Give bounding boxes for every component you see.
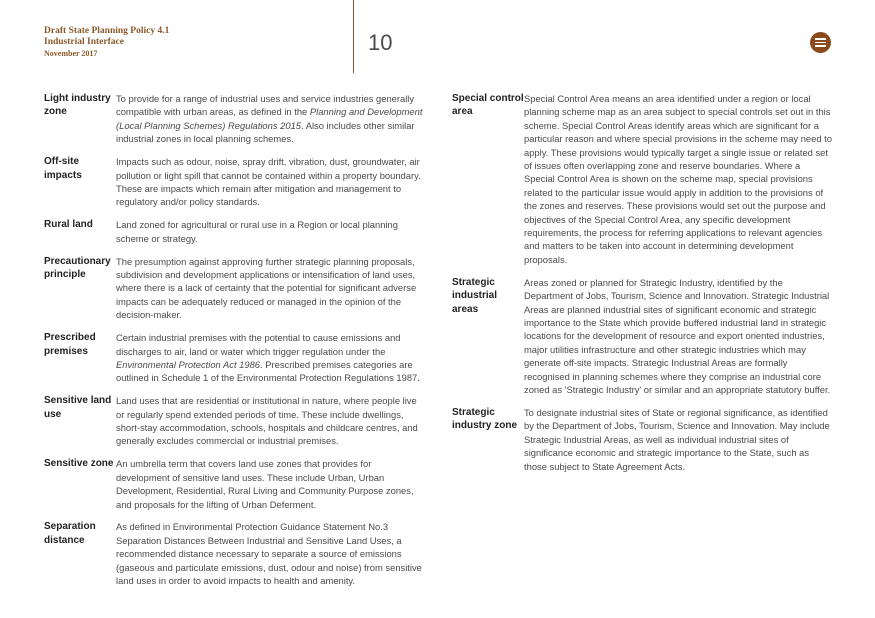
- definition-segment: An umbrella term that covers land use zones that provides for development of sensitive land uses. These include Urban, Urban Development, Residential, Rural Living and Community Purpose zones, and proposals for the lifting of Urban Deferment.: [116, 458, 414, 510]
- menu-bar: [815, 42, 826, 44]
- glossary-term: Strategic industrial areas: [452, 276, 498, 315]
- glossary-term: Precautionary principle: [44, 255, 111, 280]
- definition-segment: To provide for a range of industrial uses and service industries generally compatible with urban areas, as defined in the: [116, 93, 415, 118]
- glossary-term: Light industry zone: [44, 93, 111, 118]
- definition-segment: Land zoned for agricultural or rural use in a Region or local planning scheme or strategy.: [116, 219, 398, 244]
- document-title: Draft State Planning Policy 4.1: [44, 26, 170, 36]
- glossary-definition: [116, 520, 424, 587]
- glossary-term: Sensitive land use: [44, 395, 112, 420]
- definition-segment: . Prescribed premises categories are outlined in Schedule 1 of the Environmental Protection Regulations 1987.: [116, 358, 420, 384]
- hamburger-menu-icon[interactable]: [810, 32, 831, 53]
- definition-segment: To designate industrial sites of State or regional significance, as identified by the Department of Jobs, Tourism, Science and Innovation. May include Strategic Industrial Areas, as well as individual industrial sites of significance economic and strategic importance to the State, such as those subject to State Agreement Acts.: [524, 406, 830, 472]
- glossary-entry: [452, 406, 832, 473]
- definition-segment: . Also includes other similar industrial zones in local planning schemes.: [116, 119, 415, 145]
- page-number: 10: [368, 30, 393, 55]
- glossary-definition: [116, 155, 424, 209]
- document-date: November 2017: [44, 49, 98, 58]
- definition-segment: Certain industrial premises with the potential to cause emissions and discharges to air, land or water which trigger regulation under the: [116, 332, 401, 357]
- document-subtitle: Industrial Interface: [44, 37, 124, 47]
- glossary-entry: [44, 218, 424, 245]
- glossary-term: Special control area: [452, 93, 524, 118]
- glossary-entry: [44, 394, 424, 448]
- document-header: [44, 26, 294, 59]
- glossary-entry: [44, 457, 424, 511]
- glossary-entry: [44, 155, 424, 209]
- definition-segment: Land uses that are residential or institutional in nature, where people live or regularly spend extended periods of time. These include dwellings, short-stay accommodation, schools, hospitals and childcare centres, and generally excludes commercial or industrial premises.: [116, 395, 418, 447]
- glossary-entry: [44, 331, 424, 385]
- menu-bar: [815, 45, 826, 47]
- definition-segment: Impacts such as odour, noise, spray drift, vibration, dust, groundwater, air pollution or light spill that cannot be contained within a property boundary. These are impacts which remain after mitigation and management to regulatory and/or policy standards.: [116, 156, 421, 208]
- glossary-term: Separation distance: [44, 521, 96, 546]
- definition-italic-segment: Environmental Protection Act 1986: [116, 358, 261, 370]
- definition-segment: As defined in Environmental Protection Guidance Statement No.3 Separation Distances Between Industrial and Sensitive Land Uses, a recommended distance necessary to separate a source of emissions (gaseous and particulate emissions, dust, odour and noise) from sensitive land uses in order to avoid impacts to health and amenity.: [116, 521, 422, 587]
- glossary-term: Off-site impacts: [44, 156, 82, 181]
- menu-bar: [815, 38, 826, 40]
- glossary-definition: [524, 406, 832, 473]
- glossary-definition: [116, 331, 424, 385]
- glossary-right-column: [452, 92, 832, 482]
- glossary-term: Sensitive zone: [44, 458, 114, 470]
- glossary-entry: [452, 92, 832, 266]
- glossary-term: Prescribed premises: [44, 332, 96, 357]
- definition-segment: Areas zoned or planned for Strategic Industry, identified by the Department of Jobs, Tourism, Science and Innovation. Strategic Industrial Areas are planned industrial sites of significant economic and strategic importance to the State which provide buffered industrial land in strategic locations for the development of resource and export oriented industries, major utilities infrastructure and other strategic industries which may generate off-site impacts. Strategic Industrial Areas are formally recognised in planning schemes where they comprise an industrial core zoned as 'Strategic Industry' or similar and an appropriate statutory buffer.: [524, 276, 831, 396]
- header-divider: [353, 0, 354, 73]
- glossary-entry: [44, 520, 424, 587]
- definition-italic-segment: Planning and Development (Local Planning Schemes) Regulations 2015: [116, 106, 423, 131]
- glossary-left-column: [44, 92, 424, 597]
- glossary-term: Rural land: [44, 219, 93, 231]
- glossary-entry: [452, 276, 832, 397]
- glossary-definition: [524, 92, 832, 266]
- glossary-definition: [116, 394, 424, 448]
- glossary-definition: [116, 255, 424, 322]
- glossary-definition: [116, 218, 424, 245]
- glossary-term: Strategic industry zone: [452, 406, 518, 432]
- definition-segment: Special Control Area means an area identified under a region or local planning scheme map as an area subject to special controls set out in this scheme. Special Control Areas identify areas which are significant for a particular reason and where special provisions in the scheme may need to apply. These provisions would typically target a single issue or related set of issues often overlapping zone and reserve boundaries. Where a Special Control Area is shown on the scheme map, special provisions related to the particular issue would apply in addition to the provisions of the zones and reserves. These provisions would set out the purpose and objectives of the Special Control Area, any specific development requirements, the process for referring applications to relevant agencies and matters to be taken into account in determining development proposals.: [524, 93, 832, 265]
- glossary-definition: [116, 92, 424, 146]
- glossary-definition: [524, 276, 832, 397]
- glossary-entry: [44, 255, 424, 322]
- definition-segment: The presumption against approving further strategic planning proposals, subdivision and development applications or intensification of land uses, where there is a lack of certainty that the potential for significant adverse impacts can be adequately reduced or managed in the opinion of the decision-maker.: [116, 255, 417, 321]
- glossary-entry: [44, 92, 424, 146]
- glossary-definition: [116, 457, 424, 511]
